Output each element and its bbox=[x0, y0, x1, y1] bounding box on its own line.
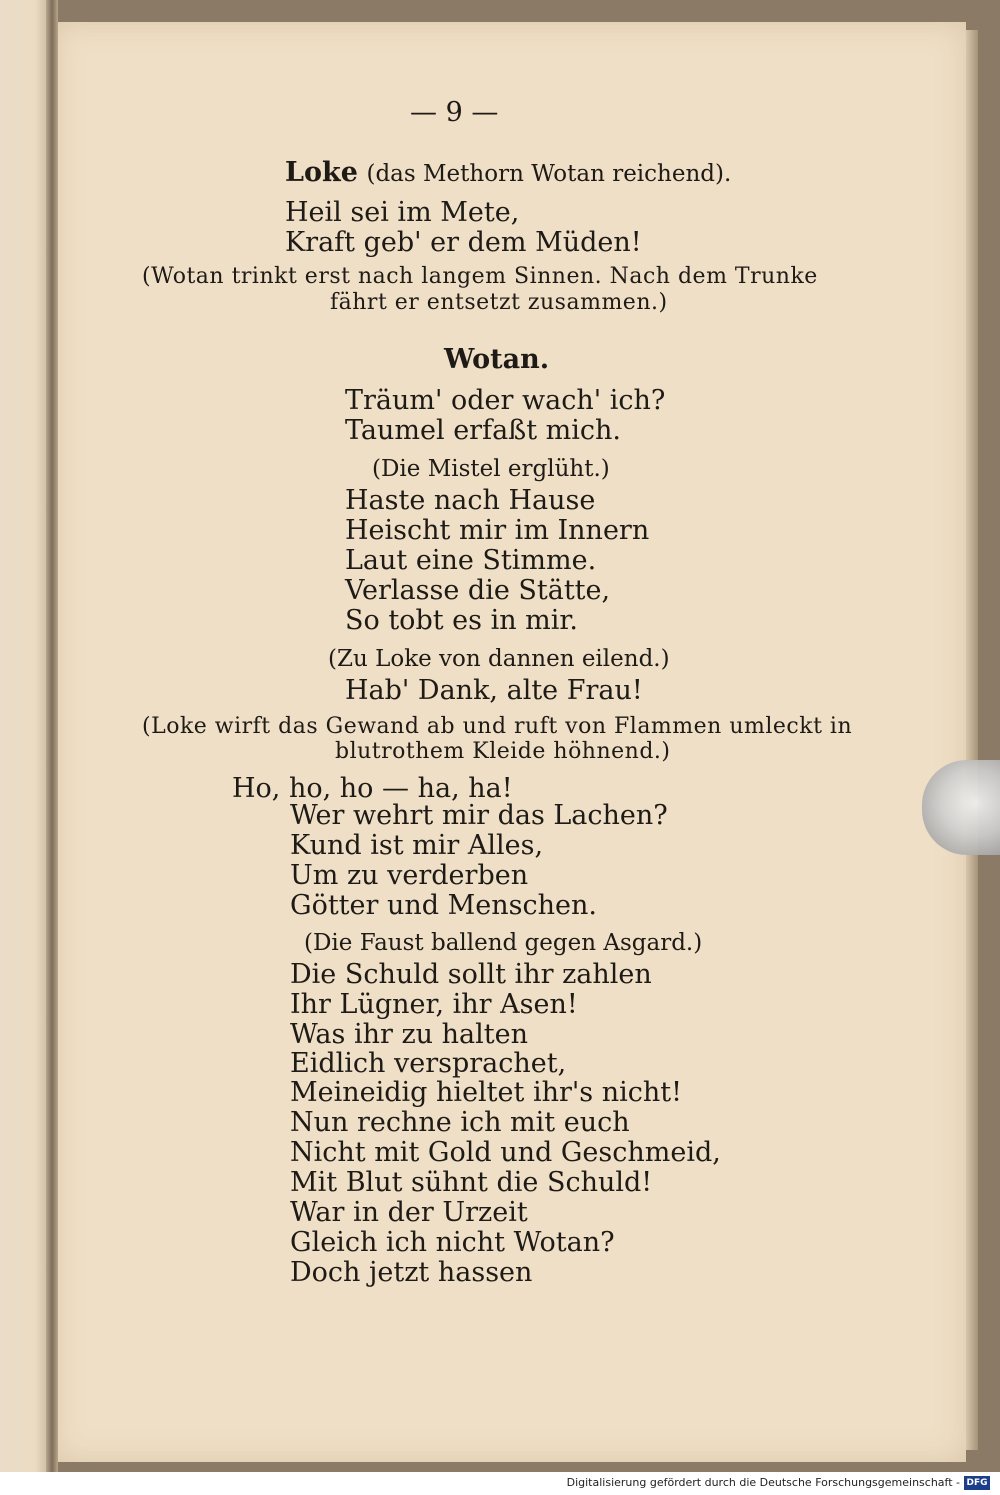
left-page-edge bbox=[0, 0, 50, 1472]
verse-line: So tobt es in mir. bbox=[345, 605, 578, 636]
verse-line: Heischt mir im Innern bbox=[345, 515, 650, 546]
verse-line: Kraft geb' er dem Müden! bbox=[285, 227, 642, 258]
verse-line: War in der Urzeit bbox=[290, 1197, 528, 1228]
verse-line: Taumel erfaßt mich. bbox=[345, 415, 621, 446]
dfg-logo: DFG bbox=[964, 1476, 990, 1490]
verse-line: Mit Blut sühnt die Schuld! bbox=[290, 1167, 653, 1198]
verse-line: Meineidig hieltet ihr's nicht! bbox=[290, 1077, 682, 1108]
speaker-loke bbox=[285, 158, 731, 189]
stage-direction: (Wotan trinkt erst nach langem Sinnen. Nach dem Trunke bbox=[142, 264, 818, 289]
page-clip bbox=[922, 760, 1000, 855]
stage-direction: (Die Mistel erglüht.) bbox=[372, 456, 610, 482]
speaker-wotan: Wotan. bbox=[444, 344, 550, 375]
verse-line: Gleich ich nicht Wotan? bbox=[290, 1227, 615, 1258]
verse-line: Kund ist mir Alles, bbox=[290, 830, 544, 861]
verse-line: Doch jetzt hassen bbox=[290, 1257, 533, 1288]
stage-direction: blutrothem Kleide höhnend.) bbox=[335, 739, 671, 764]
speaker-name: Loke bbox=[285, 157, 358, 188]
verse-line: Die Schuld sollt ihr zahlen bbox=[290, 959, 652, 990]
verse-line: Nun rechne ich mit euch bbox=[290, 1107, 630, 1138]
book-gutter bbox=[46, 0, 58, 1472]
page-number: — 9 — bbox=[410, 97, 499, 128]
funding-notice: Digitalisierung gefördert durch die Deutsche Forschungsgemeinschaft - bbox=[566, 1476, 960, 1489]
verse-line: Um zu verderben bbox=[290, 860, 529, 891]
stage-direction: (Die Faust ballend gegen Asgard.) bbox=[304, 930, 703, 956]
verse-line: Laut eine Stimme. bbox=[345, 545, 597, 576]
verse-line: Eidlich versprachet, bbox=[290, 1048, 567, 1079]
verse-line: Haste nach Hause bbox=[345, 485, 596, 516]
verse-line: Wer wehrt mir das Lachen? bbox=[290, 800, 668, 831]
stage-direction: (das Methorn Wotan reichend). bbox=[366, 161, 732, 187]
verse-line: Götter und Menschen. bbox=[290, 890, 597, 921]
verse-line: Verlasse die Stätte, bbox=[345, 575, 611, 606]
verse-line: Ihr Lügner, ihr Asen! bbox=[290, 989, 578, 1020]
page-edge-right bbox=[966, 30, 978, 1450]
verse-line: Was ihr zu halten bbox=[290, 1019, 528, 1050]
stage-direction: (Zu Loke von dannen eilend.) bbox=[328, 646, 670, 672]
verse-line: Heil sei im Mete, bbox=[285, 197, 520, 228]
stage-direction: (Loke wirft das Gewand ab und ruft von Flammen umleckt in bbox=[142, 714, 853, 739]
verse-line: Nicht mit Gold und Geschmeid, bbox=[290, 1137, 721, 1168]
verse-line: Träum' oder wach' ich? bbox=[345, 385, 666, 416]
verse-line: Hab' Dank, alte Frau! bbox=[345, 675, 643, 706]
verse-line: Ho, ho, ho — ha, ha! bbox=[232, 773, 513, 804]
stage-direction: fährt er entsetzt zusammen.) bbox=[330, 290, 668, 315]
